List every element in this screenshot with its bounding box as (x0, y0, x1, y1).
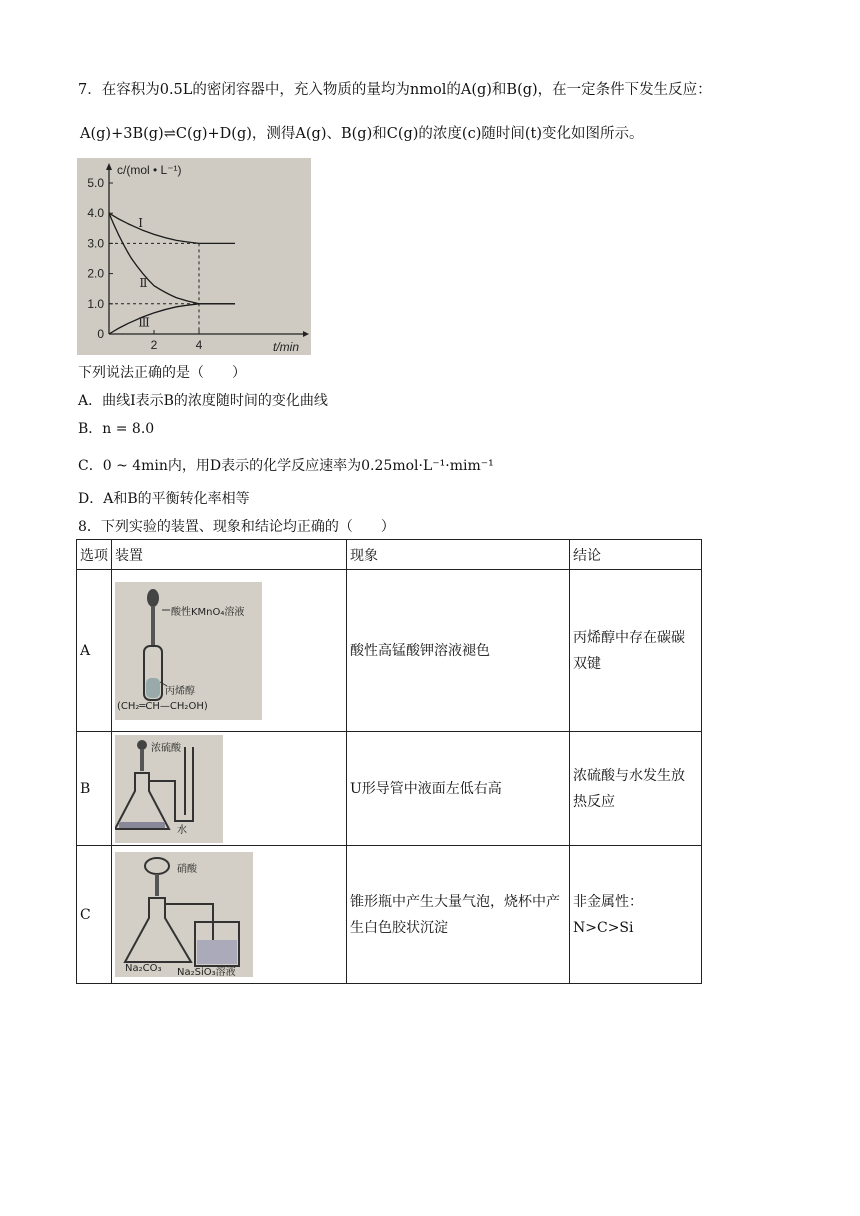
conclusion-a: 丙烯醇中存在碳碳双键 (570, 570, 702, 732)
y-tick-label: 1.0 (87, 296, 104, 311)
label-sulfuric-acid: 浓硫酸 (151, 742, 181, 754)
q7-stem-line1: 7．在容积为0.5L的密闭容器中，充入物质的量均为nmol的A(g)和B(g)，在一定条件下发生反应： (78, 82, 712, 98)
x-tick-label: 4 (195, 338, 203, 352)
label-formula: (CH₂═CH—CH₂OH) (117, 700, 208, 712)
y-tick-label: 0 (97, 327, 104, 341)
q8-stem: 8．下列实验的装置、现象和结论均正确的（ ） (78, 519, 395, 535)
conclusion-c: 非金属性：N>C>Si (570, 846, 702, 984)
q7-question: 下列说法正确的是（ ） (78, 365, 246, 381)
q7-option-d: D．A和B的平衡转化率相等 (78, 491, 250, 507)
series-line (109, 213, 235, 243)
q7-option-a: A．曲线Ⅰ表示B的浓度随时间的变化曲线 (78, 393, 328, 409)
x-axis-arrow (303, 331, 309, 337)
label-water: 水 (177, 824, 187, 836)
apparatus-cell (112, 570, 347, 732)
q7-option-b: B．n = 8.0 (78, 421, 155, 437)
table-row (77, 846, 702, 984)
apparatus-cell (112, 732, 347, 846)
header-apparatus: 装置 (112, 540, 347, 570)
apparatus-photo-c (115, 852, 253, 977)
phenomenon-b: U形导管中液面左低右高 (347, 732, 570, 846)
x-tick-label: 2 (150, 338, 158, 352)
label-na2sio3: Na₂SiO₃溶液 (177, 967, 236, 977)
apparatus-cell (112, 846, 347, 984)
series-line (109, 304, 235, 334)
header-conclusion: 结论 (570, 540, 702, 570)
chart-svg (77, 158, 311, 355)
y-axis-arrow (106, 163, 112, 170)
phenomenon-c: 锥形瓶中产生大量气泡，烧杯中产生白色胶状沉淀 (347, 846, 570, 984)
label-nitric-acid: 硝酸 (177, 864, 197, 875)
q7-stem-line2: A(g)+3B(g)⇌C(g)+D(g)，测得A(g)、B(g)和C(g)的浓度(c)随时间(t)变化如图所示。 (80, 126, 644, 142)
y-tick-label: 4.0 (87, 206, 104, 221)
y-axis-label: c/(mol • L⁻¹) (117, 163, 182, 177)
y-tick-label: 3.0 (87, 236, 104, 251)
x-axis-label: t/min (273, 340, 300, 354)
table-row (77, 570, 702, 732)
experiment-table (76, 539, 702, 984)
row-option: C (77, 846, 112, 984)
y-tick-label: 5.0 (87, 176, 104, 190)
series-line (109, 213, 235, 304)
conclusion-b: 浓硫酸与水发生放热反应 (570, 732, 702, 846)
header-option: 选项 (77, 540, 112, 570)
table-row (77, 732, 702, 846)
phenomenon-a: 酸性高锰酸钾溶液褪色 (347, 570, 570, 732)
label-propenol: 丙烯醇 (165, 685, 195, 697)
series-label: Ⅰ (138, 215, 143, 230)
apparatus-photo-a (115, 582, 262, 720)
y-tick-label: 2.0 (87, 266, 104, 281)
label-kmno4: 酸性KMnO₄溶液 (171, 606, 245, 618)
header-phenomenon: 现象 (347, 540, 570, 570)
concentration-time-chart (77, 158, 311, 355)
series-label: Ⅲ (138, 315, 150, 330)
row-option: A (77, 570, 112, 732)
q7-option-c: C．0 ~ 4min内，用D表示的化学反应速率为0.25mol·L⁻¹·mim⁻¹ (78, 458, 494, 474)
apparatus-photo-b (115, 735, 223, 843)
label-na2co3: Na₂CO₃ (125, 963, 162, 974)
table-header-row (77, 540, 702, 570)
series-label: Ⅱ (139, 276, 148, 291)
row-option: B (77, 732, 112, 846)
